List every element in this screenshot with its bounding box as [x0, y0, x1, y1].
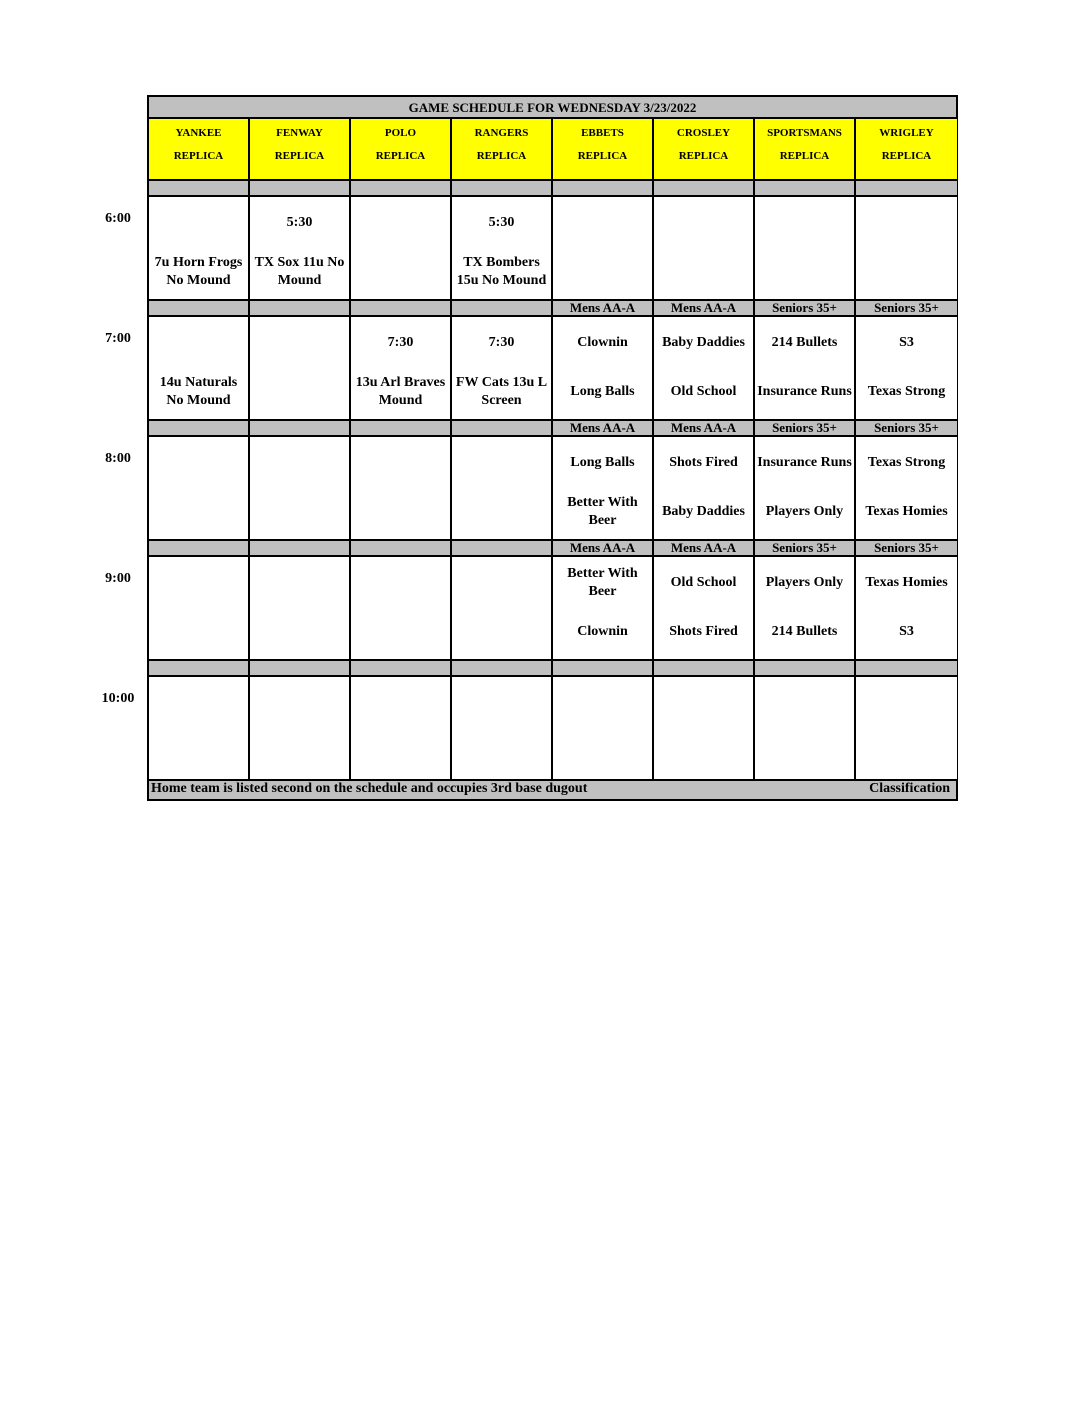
game-bottom-line [149, 491, 248, 533]
game-cell [553, 677, 654, 781]
game-bottom-line [654, 731, 753, 773]
game-bottom-line [149, 611, 248, 653]
game-cell [452, 317, 553, 421]
classification-band [856, 661, 957, 677]
game-bottom-line [250, 731, 349, 773]
field-type: REPLICA [881, 150, 932, 162]
game-cell [452, 437, 553, 541]
field-type: REPLICA [476, 150, 527, 162]
classification-band: Seniors 35+ [856, 541, 957, 557]
schedule-table [147, 95, 958, 801]
game-bottom-line: Old School [670, 384, 737, 399]
game-top-line: Long Balls [570, 455, 635, 470]
game-bottom-line [250, 491, 349, 533]
classification-band [250, 421, 351, 437]
classification-band: Mens AA-A [654, 541, 755, 557]
classification-band: Mens AA-A [553, 541, 654, 557]
game-top-line [351, 563, 450, 603]
field-type: REPLICA [173, 150, 224, 162]
game-top-line [553, 683, 652, 723]
game-cell [149, 557, 250, 661]
game-cell [856, 557, 957, 661]
game-cell [553, 317, 654, 421]
game-cell [351, 197, 452, 301]
game-bottom-line [452, 611, 551, 653]
game-cell [856, 677, 957, 781]
time-label: 10:00 [101, 691, 135, 706]
classification-band [452, 661, 553, 677]
game-cell [250, 557, 351, 661]
field-header [755, 119, 856, 181]
game-bottom-line [250, 371, 349, 413]
game-bottom-line [654, 251, 753, 293]
field-header [654, 119, 755, 181]
game-bottom-line [351, 251, 450, 293]
field-name: SPORTSMANS [767, 127, 842, 139]
game-bottom-line [755, 251, 854, 293]
field-name: POLO [384, 127, 417, 139]
classification-band [654, 661, 755, 677]
classification-band [149, 541, 250, 557]
game-top-line: Players Only [765, 575, 844, 590]
classification-band [149, 181, 250, 197]
field-name: EBBETS [581, 127, 624, 139]
game-cell [755, 317, 856, 421]
classification-band [452, 421, 553, 437]
field-name: YANKEE [175, 127, 222, 139]
field-name: WRIGLEY [879, 127, 934, 139]
game-top-line [149, 323, 248, 363]
game-top-line: Shots Fired [669, 455, 738, 470]
game-top-line [452, 563, 551, 603]
game-bottom-line: FW Cats 13u L Screen [455, 375, 548, 408]
game-cell [250, 437, 351, 541]
game-top-line [250, 683, 349, 723]
game-bottom-line: Long Balls [570, 384, 635, 399]
game-bottom-line: Insurance Runs [757, 384, 852, 399]
game-cell [553, 437, 654, 541]
field-type: REPLICA [779, 150, 830, 162]
game-bottom-line: Shots Fired [669, 624, 738, 639]
classification-band [351, 541, 452, 557]
game-bottom-line [351, 731, 450, 773]
classification-band [755, 661, 856, 677]
game-bottom-line [755, 731, 854, 773]
classification-band [351, 301, 452, 317]
time-label: 7:00 [105, 331, 131, 346]
game-top-line: Baby Daddies [662, 335, 745, 350]
classification-band [250, 661, 351, 677]
game-top-line: 5:30 [286, 215, 313, 230]
classification-band [250, 181, 351, 197]
game-top-line: 214 Bullets [771, 335, 838, 350]
game-top-line [351, 443, 450, 483]
game-top-line [250, 323, 349, 363]
game-bottom-line: Texas Strong [867, 384, 946, 399]
game-bottom-line: Players Only [765, 504, 844, 519]
game-cell [149, 317, 250, 421]
game-top-line [553, 203, 652, 243]
game-top-line: Clownin [577, 335, 628, 350]
game-top-line [452, 683, 551, 723]
game-cell [452, 557, 553, 661]
game-top-line [856, 683, 957, 723]
field-name: CROSLEY [676, 127, 731, 139]
game-top-line: 7:30 [488, 335, 515, 350]
game-cell [250, 197, 351, 301]
game-top-line [755, 683, 854, 723]
classification-band [250, 301, 351, 317]
game-bottom-line [452, 731, 551, 773]
game-cell [351, 677, 452, 781]
game-cell [250, 317, 351, 421]
classification-band: Seniors 35+ [856, 301, 957, 317]
field-name: RANGERS [474, 127, 529, 139]
game-cell [856, 317, 957, 421]
game-cell [755, 677, 856, 781]
classification-band: Seniors 35+ [755, 421, 856, 437]
field-header [351, 119, 452, 181]
classification-band [654, 181, 755, 197]
game-bottom-line: Clownin [577, 624, 628, 639]
game-cell [654, 197, 755, 301]
game-top-line [250, 563, 349, 603]
game-cell [351, 317, 452, 421]
field-header [452, 119, 553, 181]
game-bottom-line [351, 491, 450, 533]
game-bottom-line [856, 251, 957, 293]
classification-band [553, 661, 654, 677]
game-cell [149, 677, 250, 781]
field-header [250, 119, 351, 181]
classification-band [351, 661, 452, 677]
classification-band [452, 301, 553, 317]
game-top-line: S3 [899, 335, 914, 350]
game-top-line [654, 203, 753, 243]
time-label: 9:00 [105, 571, 131, 586]
game-bottom-line: 14u Naturals No Mound [159, 375, 238, 408]
field-type: REPLICA [678, 150, 729, 162]
game-cell [553, 557, 654, 661]
game-top-line [149, 443, 248, 483]
time-label: 6:00 [105, 211, 131, 226]
game-top-line: Old School [670, 575, 737, 590]
game-bottom-line: Baby Daddies [662, 504, 745, 519]
classification-band [553, 181, 654, 197]
game-cell [250, 677, 351, 781]
game-cell [149, 197, 250, 301]
classification-band [351, 181, 452, 197]
field-header [149, 119, 250, 181]
game-cell [553, 197, 654, 301]
classification-band: Mens AA-A [654, 301, 755, 317]
classification-band [149, 661, 250, 677]
game-cell [654, 677, 755, 781]
classification-band: Mens AA-A [654, 421, 755, 437]
game-cell [351, 557, 452, 661]
game-cell [149, 437, 250, 541]
game-bottom-line [250, 611, 349, 653]
game-top-line [755, 203, 854, 243]
schedule-footer [149, 778, 956, 799]
classification-band [452, 181, 553, 197]
game-cell [856, 437, 957, 541]
game-bottom-line: Texas Homies [865, 504, 948, 519]
game-top-line [149, 203, 248, 243]
time-label: 8:00 [105, 451, 131, 466]
game-bottom-line: TX Bombers 15u No Mound [456, 255, 547, 288]
classification-band: Seniors 35+ [856, 421, 957, 437]
classification-band [149, 301, 250, 317]
classification-band: Seniors 35+ [755, 301, 856, 317]
game-bottom-line [452, 491, 551, 533]
game-top-line [250, 443, 349, 483]
game-top-line [654, 683, 753, 723]
classification-band [149, 421, 250, 437]
classification-band [250, 541, 351, 557]
game-top-line [351, 203, 450, 243]
classification-band: Mens AA-A [553, 301, 654, 317]
field-name: FENWAY [276, 127, 323, 139]
field-type: REPLICA [577, 150, 628, 162]
game-bottom-line: Better With Beer [567, 495, 638, 528]
game-top-line [452, 443, 551, 483]
classification-band [351, 421, 452, 437]
field-header [553, 119, 654, 181]
game-bottom-line [553, 251, 652, 293]
game-top-line [149, 563, 248, 603]
classification-band: Mens AA-A [553, 421, 654, 437]
classification-band [755, 181, 856, 197]
game-top-line [856, 203, 957, 243]
schedule-title: GAME SCHEDULE FOR WEDNESDAY 3/23/2022 [149, 97, 956, 119]
game-cell [452, 677, 553, 781]
game-cell [755, 197, 856, 301]
game-top-line: Texas Strong [867, 455, 946, 470]
game-bottom-line [856, 731, 957, 773]
field-type: REPLICA [375, 150, 426, 162]
game-bottom-line: 214 Bullets [771, 624, 838, 639]
game-cell [654, 557, 755, 661]
field-type: REPLICA [274, 150, 325, 162]
game-top-line [149, 683, 248, 723]
field-header [856, 119, 957, 181]
game-cell [654, 317, 755, 421]
game-bottom-line: 13u Arl Braves Mound [355, 375, 446, 408]
game-cell [856, 197, 957, 301]
game-top-line: Better With Beer [567, 566, 638, 599]
classification-label: Classification [869, 781, 950, 796]
game-cell [452, 197, 553, 301]
classification-band [452, 541, 553, 557]
game-bottom-line: S3 [899, 624, 914, 639]
game-top-line: 5:30 [488, 215, 515, 230]
game-top-line: Texas Homies [865, 575, 948, 590]
classification-band [856, 181, 957, 197]
game-top-line: Insurance Runs [757, 455, 852, 470]
classification-band: Seniors 35+ [755, 541, 856, 557]
game-bottom-line: TX Sox 11u No Mound [254, 255, 345, 288]
game-cell [755, 437, 856, 541]
game-bottom-line [553, 731, 652, 773]
game-cell [755, 557, 856, 661]
home-team-note: Home team is listed second on the schedule and occupies 3rd base dugout [151, 781, 588, 796]
game-top-line [351, 683, 450, 723]
game-bottom-line: 7u Horn Frogs No Mound [154, 255, 243, 288]
game-top-line: 7:30 [387, 335, 414, 350]
game-bottom-line [351, 611, 450, 653]
game-bottom-line [149, 731, 248, 773]
game-cell [654, 437, 755, 541]
game-cell [351, 437, 452, 541]
